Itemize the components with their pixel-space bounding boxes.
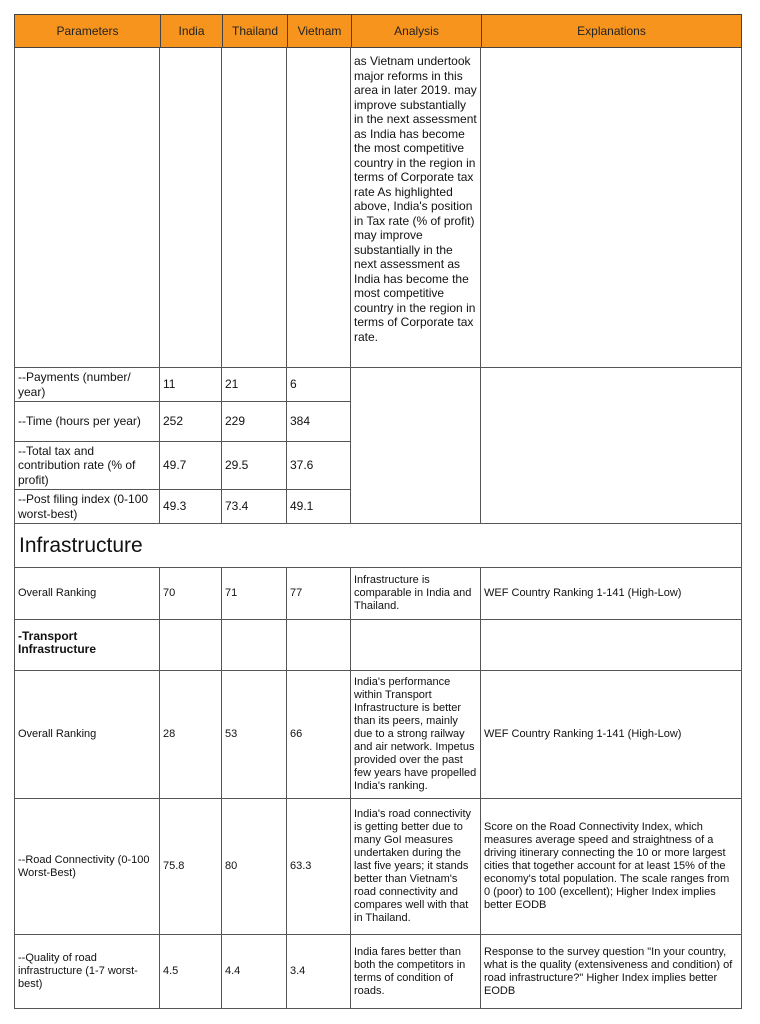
transport-heading-india <box>160 620 222 671</box>
infra-overall-analysis: Infrastructure is comparable in India and Thailand. <box>351 568 481 620</box>
road-quality-vietnam: 3.4 <box>287 935 351 1009</box>
road-connectivity-vietnam: 63.3 <box>287 799 351 935</box>
tax-row-thailand: 21 <box>222 368 287 402</box>
transport-heading-vietnam <box>287 620 351 671</box>
transport-heading-explanation <box>481 620 742 671</box>
tax-row-india: 49.3 <box>160 490 222 524</box>
tax-row-param: --Time (hours per year) <box>14 402 160 442</box>
tax-continued-analysis: as Vietnam undertook major reforms in this area in later 2019. may improve substantially in the next assessment as India has become the most competitive country in the region in terms of Corporate tax rate As highlighted above, India's position in Tax rate (% of profit) may improve substantially in the next assessment as India has become the most competitive country in the region in terms of Corporate tax rate. <box>351 48 481 368</box>
tax-row-india: 49.7 <box>160 442 222 490</box>
tax-row-thailand: 229 <box>222 402 287 442</box>
road-connectivity-india: 75.8 <box>160 799 222 935</box>
header-vietnam: Vietnam <box>288 15 352 47</box>
tax-row-vietnam: 6 <box>287 368 351 402</box>
tax-row-param: --Payments (number/ year) <box>14 368 160 402</box>
tax-row-india: 252 <box>160 402 222 442</box>
transport-overall-analysis: India's performance within Transport Infrastructure is better than its peers, mainly due to a strong railway and air network. Impetus provided over the past few years have propelled India's ranking. <box>351 671 481 799</box>
infra-overall-explanation: WEF Country Ranking 1-141 (High-Low) <box>481 568 742 620</box>
transport-infrastructure-heading: -Transport Infrastructure <box>14 620 160 671</box>
tax-row-thailand: 29.5 <box>222 442 287 490</box>
tax-continued-thailand <box>222 48 287 368</box>
road-connectivity-param: --Road Connectivity (0-100 Worst-Best) <box>14 799 160 935</box>
infra-overall-param: Overall Ranking <box>14 568 160 620</box>
road-quality-analysis: India fares better than both the competitors in terms of condition of roads. <box>351 935 481 1009</box>
road-connectivity-thailand: 80 <box>222 799 287 935</box>
tax-row-param: --Post filing index (0-100 worst-best) <box>14 490 160 524</box>
infra-overall-vietnam: 77 <box>287 568 351 620</box>
tax-row-param: --Total tax and contribution rate (% of profit) <box>14 442 160 490</box>
road-connectivity-analysis: India's road connectivity is getting better due to many GoI measures undertaken during the last five years; it stands better than Vietnam's road connectivity and compares well with that in Thailand. <box>351 799 481 935</box>
header-parameters: Parameters <box>15 15 161 47</box>
transport-overall-explanation: WEF Country Ranking 1-141 (High-Low) <box>481 671 742 799</box>
tax-continued-india <box>160 48 222 368</box>
transport-heading-analysis <box>351 620 481 671</box>
road-quality-india: 4.5 <box>160 935 222 1009</box>
tax-rows-explanation <box>481 368 742 524</box>
infra-overall-india: 70 <box>160 568 222 620</box>
tax-row-vietnam: 384 <box>287 402 351 442</box>
transport-overall-thailand: 53 <box>222 671 287 799</box>
road-connectivity-explanation: Score on the Road Connectivity Index, which measures average speed and straightness of a driving itinerary connecting the 10 or more largest cities that together account for at least 15% of the economy's total population. The scale ranges from 0 (poor) to 100 (excellent); Higher Index implies better EODB <box>481 799 742 935</box>
tax-continued-param <box>14 48 160 368</box>
header-thailand: Thailand <box>223 15 288 47</box>
tax-row-vietnam: 49.1 <box>287 490 351 524</box>
tax-row-vietnam: 37.6 <box>287 442 351 490</box>
road-quality-explanation: Response to the survey question "In your country, what is the quality (extensiveness and condition) of road infrastructure?" Higher Index implies better EODB <box>481 935 742 1009</box>
road-quality-thailand: 4.4 <box>222 935 287 1009</box>
tax-continued-explanation <box>481 48 742 368</box>
transport-overall-vietnam: 66 <box>287 671 351 799</box>
transport-overall-param: Overall Ranking <box>14 671 160 799</box>
header-explanations: Explanations <box>577 24 646 38</box>
tax-continued-vietnam <box>287 48 351 368</box>
header-analysis: Analysis <box>352 15 482 47</box>
section-heading-infrastructure: Infrastructure <box>14 524 742 568</box>
infra-overall-thailand: 71 <box>222 568 287 620</box>
header-india: India <box>161 15 223 47</box>
tax-row-thailand: 73.4 <box>222 490 287 524</box>
road-quality-param: --Quality of road infrastructure (1-7 worst-best) <box>14 935 160 1009</box>
table-header <box>14 14 742 48</box>
transport-heading-thailand <box>222 620 287 671</box>
transport-overall-india: 28 <box>160 671 222 799</box>
tax-row-india: 11 <box>160 368 222 402</box>
tax-rows-analysis <box>351 368 481 524</box>
